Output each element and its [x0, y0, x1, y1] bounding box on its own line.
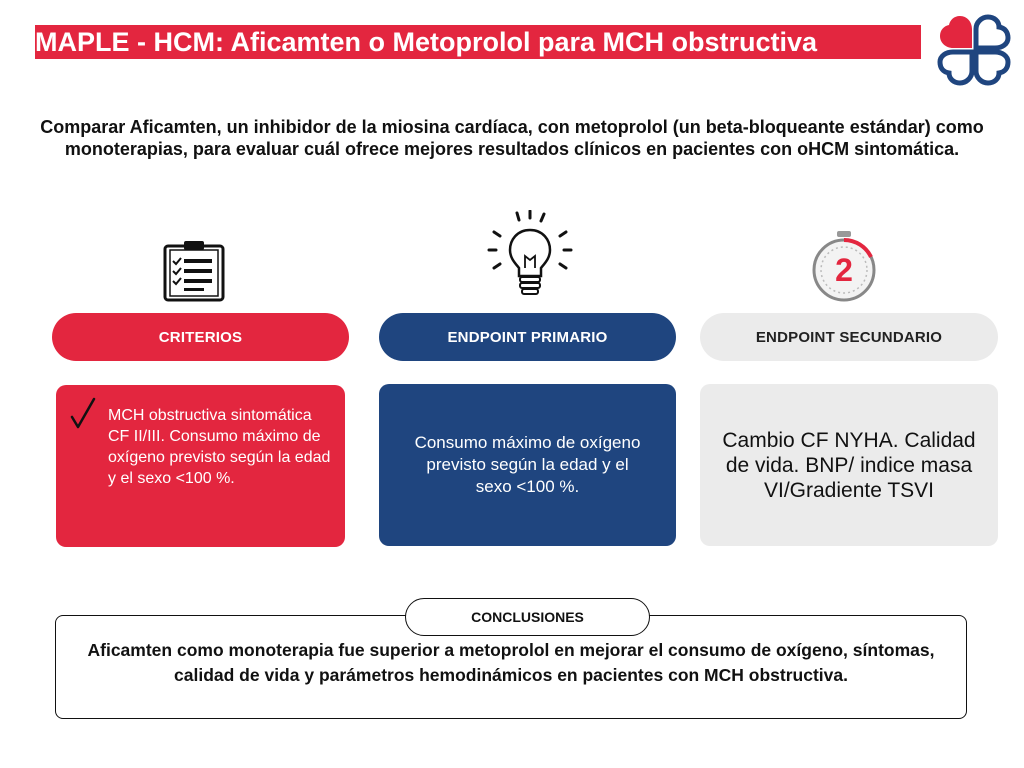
primary-endpoint-label: ENDPOINT PRIMARIO	[379, 313, 676, 361]
primary-endpoint-card	[379, 384, 676, 546]
secondary-endpoint-text: Cambio CF NYHA. Calidad de vida. BNP/ indice masa VI/Gradiente TSVI	[722, 428, 976, 502]
clipboard-checklist-icon	[162, 240, 226, 302]
criteria-text: MCH obstructiva sintomática CF II/III. Consumo máximo de oxígeno previsto según la edad y el sexo <100 %.	[108, 407, 331, 487]
stopwatch-2-icon	[810, 230, 878, 302]
conclusions-label: CONCLUSIONES	[405, 598, 650, 636]
lightbulb-icon	[486, 210, 574, 302]
heart-clover-logo	[936, 12, 1012, 88]
page-title: MAPLE - HCM: Aficamten o Metoprolol para MCH obstructiva	[35, 25, 921, 59]
criteria-card	[56, 385, 345, 547]
timer-number: 2	[835, 252, 853, 288]
criteria-label: CRITERIOS	[52, 313, 349, 361]
objective-text: Comparar Aficamten, un inhibidor de la miosina cardíaca, con metoprolol (un beta-bloqueante estándar) como monoterapias, para evaluar cuál ofrece mejores resultados clínicos en pacientes con oHCM sintomática.	[40, 117, 984, 159]
checkmark-icon	[70, 397, 96, 431]
primary-endpoint-text: Consumo máximo de oxígeno previsto según la edad y el sexo <100 %.	[414, 433, 641, 496]
secondary-endpoint-label: ENDPOINT SECUNDARIO	[700, 313, 998, 361]
conclusions-text: Aficamten como monoterapia fue superior a metoprolol en mejorar el consumo de oxígeno, síntomas, calidad de vida y parámetros hemodinámicos en pacientes con MCH obstructiva.	[87, 640, 935, 685]
secondary-endpoint-card	[700, 384, 998, 546]
